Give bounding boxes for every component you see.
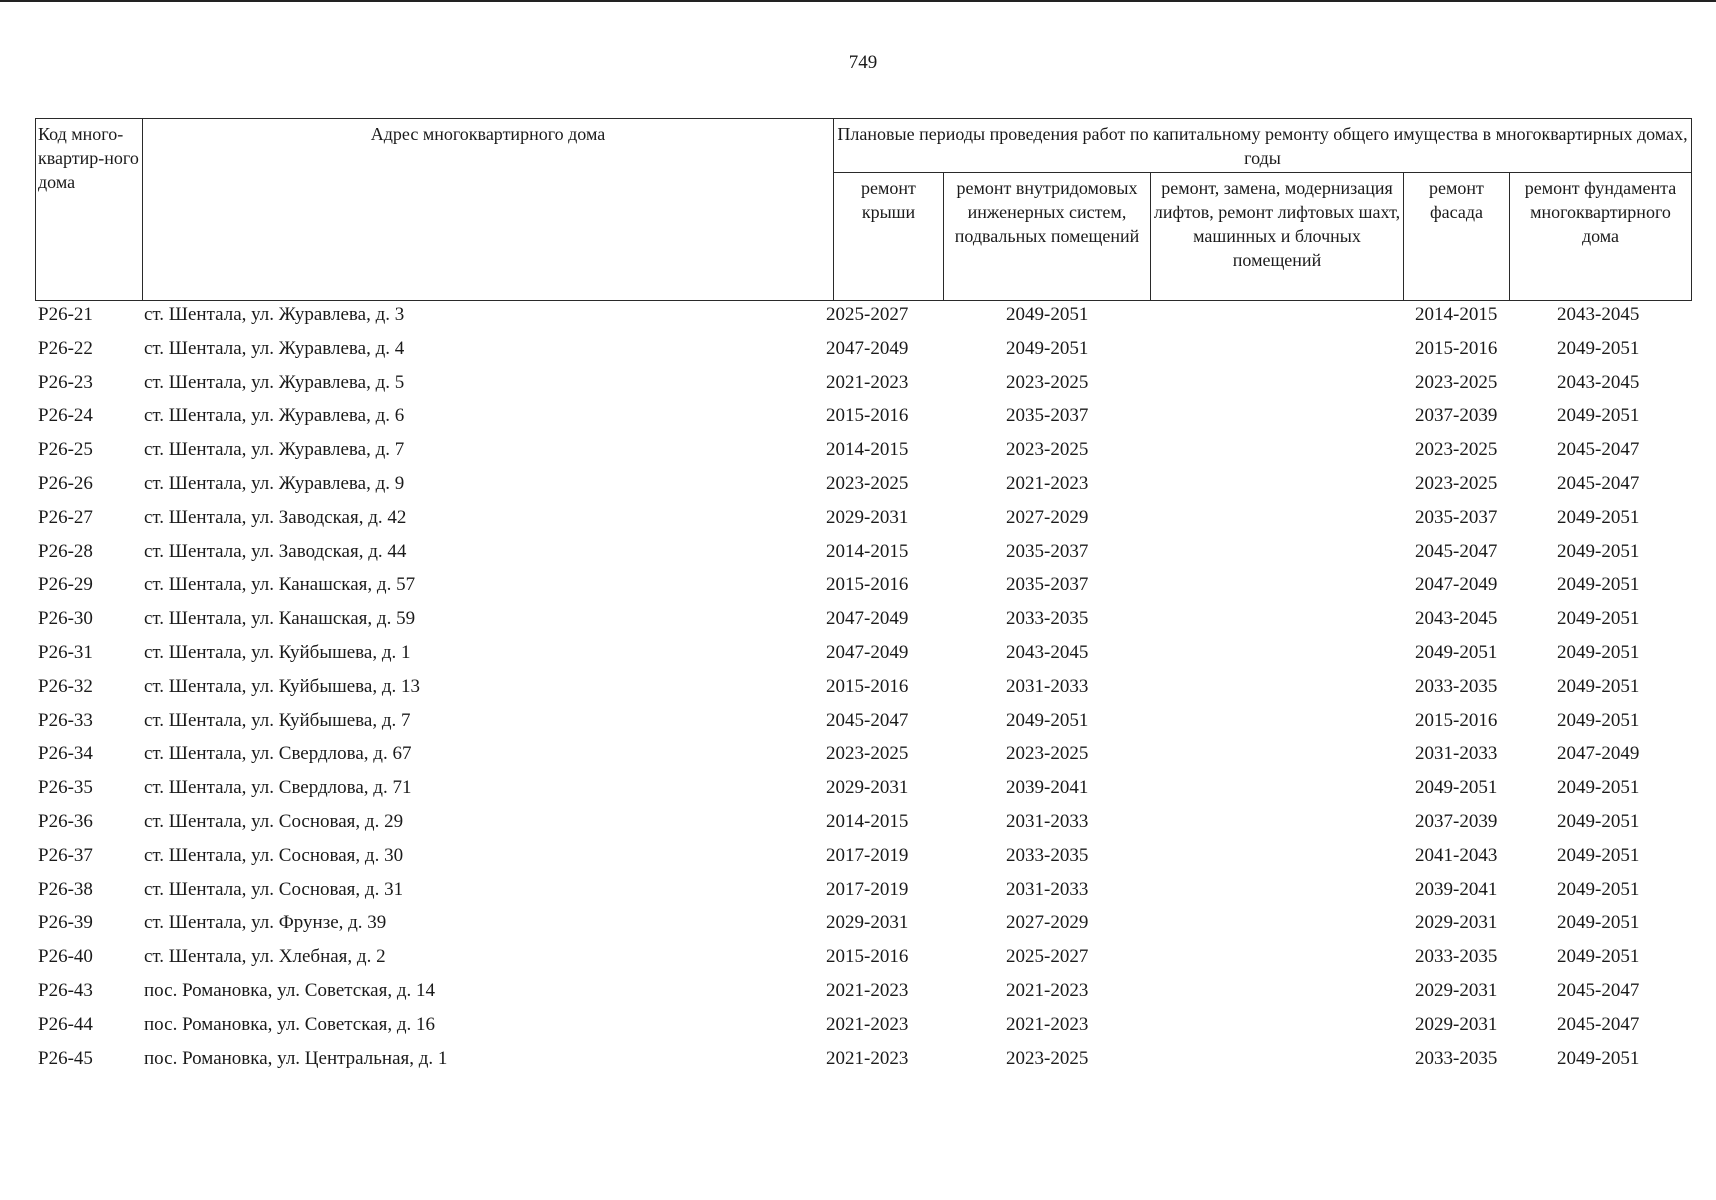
header-code: Код много-квартир-ного дома [36, 119, 143, 301]
cell-facade: 2023-2025 [1415, 472, 1498, 494]
cell-facade: 2023-2025 [1415, 439, 1498, 461]
cell-code: Р26-33 [38, 709, 93, 731]
cell-engineering: 2035-2037 [1006, 540, 1089, 562]
cell-address: ст. Шентала, ул. Журавлева, д. 7 [144, 439, 405, 461]
table-row [0, 773, 1716, 807]
cell-facade: 2035-2037 [1415, 506, 1498, 528]
cell-code: Р26-45 [38, 1047, 93, 1069]
cell-address: ст. Шентала, ул. Журавлева, д. 4 [144, 337, 405, 359]
cell-roof: 2021-2023 [826, 1013, 909, 1035]
cell-address: ст. Шентала, ул. Заводская, д. 42 [144, 506, 407, 528]
cell-roof: 2017-2019 [826, 878, 909, 900]
cell-foundation: 2049-2051 [1557, 337, 1640, 359]
cell-code: Р26-31 [38, 641, 93, 663]
table-row [0, 537, 1716, 571]
cell-engineering: 2035-2037 [1006, 574, 1089, 596]
cell-code: Р26-32 [38, 675, 93, 697]
cell-engineering: 2049-2051 [1006, 709, 1089, 731]
cell-facade: 2043-2045 [1415, 608, 1498, 630]
cell-facade: 2029-2031 [1415, 912, 1498, 934]
cell-engineering: 2021-2023 [1006, 472, 1089, 494]
cell-code: Р26-29 [38, 574, 93, 596]
header-facade: ремонт фасада [1404, 173, 1510, 301]
header-address: Адрес многоквартирного дома [143, 119, 834, 301]
cell-foundation: 2049-2051 [1557, 844, 1640, 866]
cell-engineering: 2031-2033 [1006, 810, 1089, 832]
cell-engineering: 2033-2035 [1006, 844, 1089, 866]
cell-roof: 2021-2023 [826, 371, 909, 393]
cell-address: ст. Шентала, ул. Журавлева, д. 3 [144, 304, 405, 325]
cell-foundation: 2049-2051 [1557, 540, 1640, 562]
cell-foundation: 2049-2051 [1557, 709, 1640, 731]
cell-facade: 2029-2031 [1415, 1013, 1498, 1035]
cell-engineering: 2021-2023 [1006, 979, 1089, 1001]
cell-roof: 2015-2016 [826, 946, 909, 968]
cell-foundation: 2049-2051 [1557, 608, 1640, 630]
table-row [0, 841, 1716, 875]
cell-engineering: 2023-2025 [1006, 1047, 1089, 1069]
table-header [35, 118, 1692, 301]
cell-facade: 2031-2033 [1415, 743, 1498, 765]
cell-roof: 2015-2016 [826, 574, 909, 596]
cell-address: пос. Романовка, ул. Советская, д. 14 [144, 979, 436, 1001]
cell-engineering: 2031-2033 [1006, 675, 1089, 697]
table-row [0, 638, 1716, 672]
cell-engineering: 2039-2041 [1006, 777, 1089, 799]
header-periods: Плановые периоды проведения работ по капитальному ремонту общего имущества в многоквартирных домах, годы [834, 119, 1692, 173]
cell-foundation: 2049-2051 [1557, 641, 1640, 663]
table-row [0, 503, 1716, 537]
cell-foundation: 2045-2047 [1557, 979, 1640, 1001]
cell-facade: 2015-2016 [1415, 337, 1498, 359]
cell-engineering: 2033-2035 [1006, 608, 1089, 630]
cell-engineering: 2035-2037 [1006, 405, 1089, 427]
cell-foundation: 2049-2051 [1557, 810, 1640, 832]
cell-roof: 2023-2025 [826, 743, 909, 765]
table-row [0, 706, 1716, 740]
cell-engineering: 2023-2025 [1006, 439, 1089, 461]
header-elevators: ремонт, замена, модернизация лифтов, ремонт лифтовых шахт, машинных и блочных помещений [1151, 173, 1404, 301]
cell-engineering: 2049-2051 [1006, 337, 1089, 359]
table-row [0, 1010, 1716, 1044]
table-row [0, 435, 1716, 469]
cell-foundation: 2049-2051 [1557, 405, 1640, 427]
cell-address: ст. Шентала, ул. Свердлова, д. 67 [144, 743, 412, 765]
cell-foundation: 2043-2045 [1557, 304, 1640, 325]
cell-engineering: 2027-2029 [1006, 506, 1089, 528]
cell-foundation: 2043-2045 [1557, 371, 1640, 393]
cell-engineering: 2031-2033 [1006, 878, 1089, 900]
cell-facade: 2037-2039 [1415, 810, 1498, 832]
cell-foundation: 2045-2047 [1557, 1013, 1640, 1035]
cell-code: Р26-43 [38, 979, 93, 1001]
table-row [0, 469, 1716, 503]
cell-roof: 2014-2015 [826, 540, 909, 562]
cell-code: Р26-35 [38, 777, 93, 799]
cell-foundation: 2049-2051 [1557, 1047, 1640, 1069]
cell-facade: 2033-2035 [1415, 675, 1498, 697]
table-body [0, 300, 1716, 1077]
cell-facade: 2029-2031 [1415, 979, 1498, 1001]
cell-address: ст. Шентала, ул. Заводская, д. 44 [144, 540, 407, 562]
table-row [0, 942, 1716, 976]
table-row [0, 976, 1716, 1010]
cell-code: Р26-21 [38, 304, 93, 325]
cell-foundation: 2049-2051 [1557, 912, 1640, 934]
cell-facade: 2023-2025 [1415, 371, 1498, 393]
cell-address: ст. Шентала, ул. Канашская, д. 57 [144, 574, 416, 596]
cell-code: Р26-22 [38, 337, 93, 359]
cell-facade: 2033-2035 [1415, 1047, 1498, 1069]
cell-foundation: 2045-2047 [1557, 439, 1640, 461]
cell-address: пос. Романовка, ул. Центральная, д. 1 [144, 1047, 448, 1069]
cell-foundation: 2049-2051 [1557, 574, 1640, 596]
cell-facade: 2041-2043 [1415, 844, 1498, 866]
cell-code: Р26-27 [38, 506, 93, 528]
cell-address: ст. Шентала, ул. Журавлева, д. 6 [144, 405, 405, 427]
cell-code: Р26-25 [38, 439, 93, 461]
cell-roof: 2029-2031 [826, 777, 909, 799]
cell-code: Р26-38 [38, 878, 93, 900]
cell-address: ст. Шентала, ул. Куйбышева, д. 7 [144, 709, 411, 731]
cell-facade: 2047-2049 [1415, 574, 1498, 596]
cell-facade: 2049-2051 [1415, 641, 1498, 663]
cell-engineering: 2023-2025 [1006, 743, 1089, 765]
table-row [0, 300, 1716, 334]
cell-engineering: 2027-2029 [1006, 912, 1089, 934]
table-row [0, 570, 1716, 604]
cell-code: Р26-28 [38, 540, 93, 562]
cell-code: Р26-44 [38, 1013, 93, 1035]
cell-address: ст. Шентала, ул. Канашская, д. 59 [144, 608, 416, 630]
cell-facade: 2014-2015 [1415, 304, 1498, 325]
cell-facade: 2049-2051 [1415, 777, 1498, 799]
cell-roof: 2023-2025 [826, 472, 909, 494]
table-row [0, 334, 1716, 368]
header-engineering: ремонт внутридомовых инженерных систем, подвальных помещений [944, 173, 1151, 301]
cell-code: Р26-40 [38, 946, 93, 968]
cell-roof: 2047-2049 [826, 641, 909, 663]
table-row [0, 401, 1716, 435]
cell-facade: 2037-2039 [1415, 405, 1498, 427]
table-row [0, 672, 1716, 706]
cell-address: ст. Шентала, ул. Хлебная, д. 2 [144, 946, 386, 968]
cell-foundation: 2049-2051 [1557, 675, 1640, 697]
cell-engineering: 2043-2045 [1006, 641, 1089, 663]
cell-address: ст. Шентала, ул. Сосновая, д. 30 [144, 844, 404, 866]
cell-engineering: 2021-2023 [1006, 1013, 1089, 1035]
cell-foundation: 2049-2051 [1557, 946, 1640, 968]
page-number: 749 [848, 52, 878, 73]
table-row [0, 908, 1716, 942]
cell-roof: 2015-2016 [826, 675, 909, 697]
cell-foundation: 2047-2049 [1557, 743, 1640, 765]
table-row [0, 1044, 1716, 1078]
cell-roof: 2045-2047 [826, 709, 909, 731]
cell-code: Р26-39 [38, 912, 93, 934]
cell-address: ст. Шентала, ул. Журавлева, д. 9 [144, 472, 405, 494]
cell-foundation: 2049-2051 [1557, 506, 1640, 528]
cell-roof: 2021-2023 [826, 1047, 909, 1069]
cell-roof: 2015-2016 [826, 405, 909, 427]
header-foundation: ремонт фундамента многоквартирного дома [1510, 173, 1692, 301]
cell-address: ст. Шентала, ул. Куйбышева, д. 13 [144, 675, 421, 697]
cell-roof: 2029-2031 [826, 506, 909, 528]
cell-roof: 2047-2049 [826, 608, 909, 630]
top-border-line [0, 0, 1716, 2]
cell-roof: 2029-2031 [826, 912, 909, 934]
cell-engineering: 2049-2051 [1006, 304, 1089, 325]
cell-roof: 2014-2015 [826, 439, 909, 461]
table-row [0, 368, 1716, 402]
table-row [0, 807, 1716, 841]
cell-roof: 2025-2027 [826, 304, 909, 325]
table-row [0, 875, 1716, 909]
cell-address: ст. Шентала, ул. Куйбышева, д. 1 [144, 641, 411, 663]
cell-address: ст. Шентала, ул. Сосновая, д. 31 [144, 878, 404, 900]
cell-foundation: 2045-2047 [1557, 472, 1640, 494]
table-row [0, 604, 1716, 638]
table-row [0, 739, 1716, 773]
cell-code: Р26-26 [38, 472, 93, 494]
cell-foundation: 2049-2051 [1557, 777, 1640, 799]
cell-code: Р26-37 [38, 844, 93, 866]
cell-engineering: 2025-2027 [1006, 946, 1089, 968]
cell-engineering: 2023-2025 [1006, 371, 1089, 393]
cell-facade: 2033-2035 [1415, 946, 1498, 968]
cell-roof: 2014-2015 [826, 810, 909, 832]
cell-code: Р26-36 [38, 810, 93, 832]
cell-facade: 2039-2041 [1415, 878, 1498, 900]
cell-address: пос. Романовка, ул. Советская, д. 16 [144, 1013, 436, 1035]
cell-roof: 2047-2049 [826, 337, 909, 359]
cell-facade: 2015-2016 [1415, 709, 1498, 731]
cell-code: Р26-23 [38, 371, 93, 393]
cell-address: ст. Шентала, ул. Свердлова, д. 71 [144, 777, 412, 799]
cell-address: ст. Шентала, ул. Журавлева, д. 5 [144, 371, 405, 393]
cell-address: ст. Шентала, ул. Сосновая, д. 29 [144, 810, 404, 832]
cell-foundation: 2049-2051 [1557, 878, 1640, 900]
header-roof: ремонт крыши [834, 173, 944, 301]
cell-code: Р26-24 [38, 405, 93, 427]
cell-address: ст. Шентала, ул. Фрунзе, д. 39 [144, 912, 387, 934]
cell-code: Р26-34 [38, 743, 93, 765]
cell-roof: 2021-2023 [826, 979, 909, 1001]
cell-roof: 2017-2019 [826, 844, 909, 866]
cell-code: Р26-30 [38, 608, 93, 630]
cell-facade: 2045-2047 [1415, 540, 1498, 562]
